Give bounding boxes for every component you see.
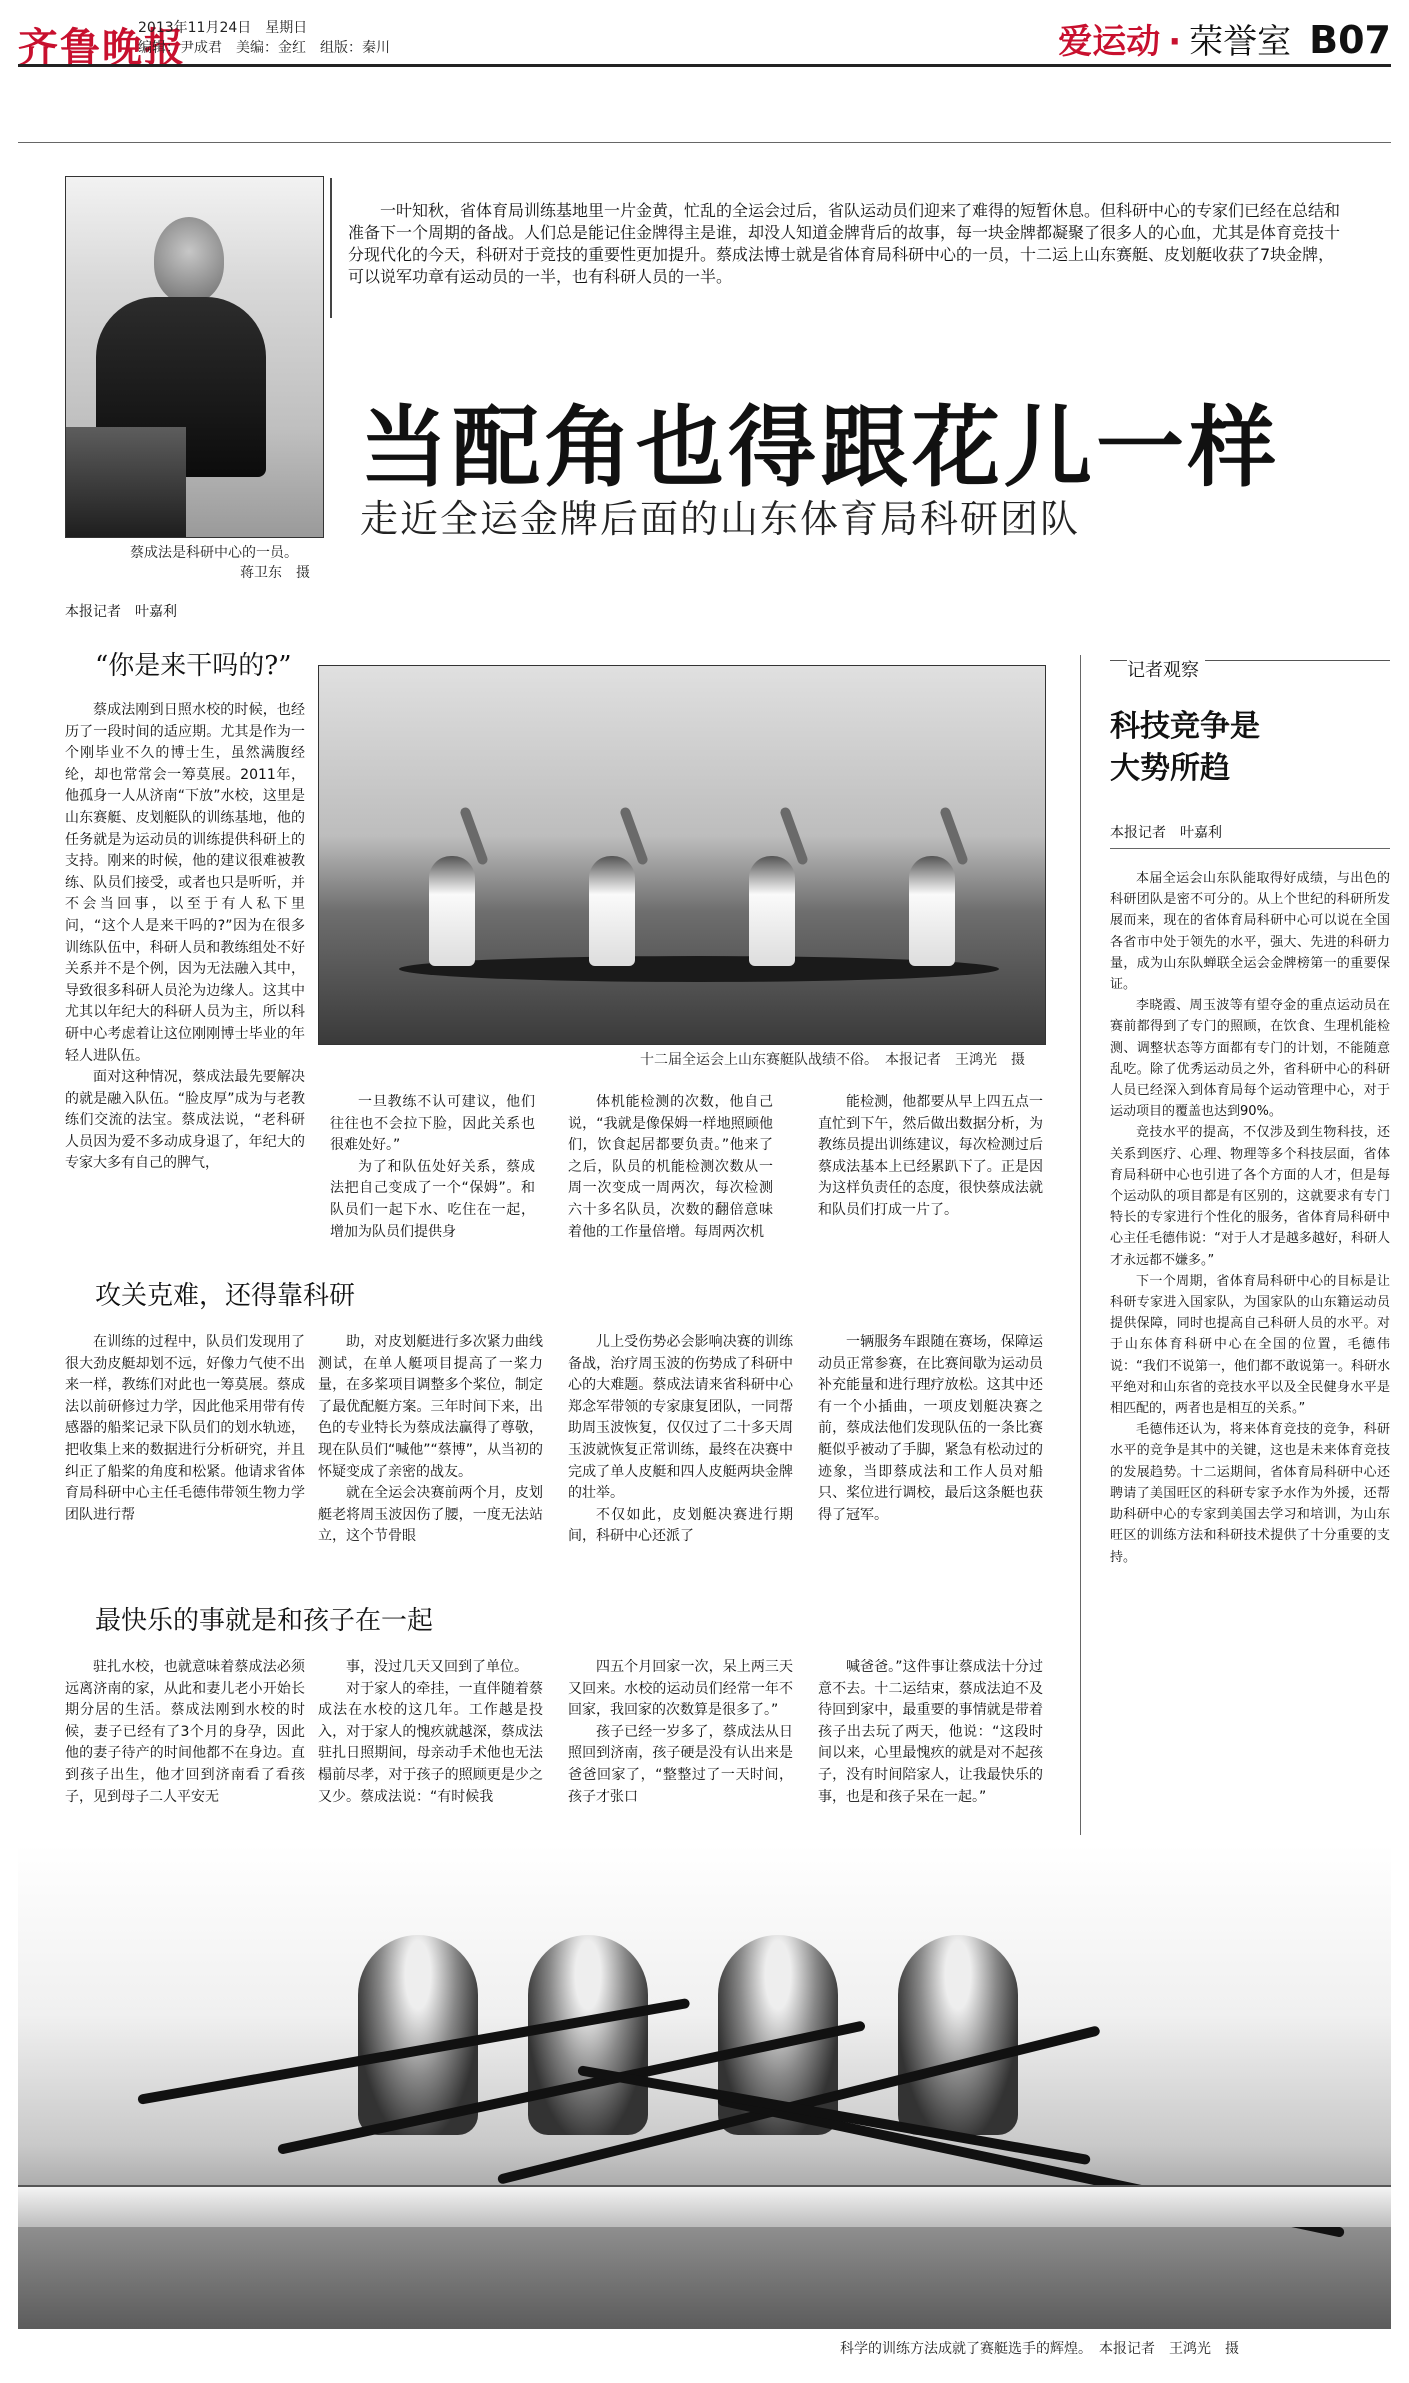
- rower-shape: [589, 856, 635, 966]
- section1-col4: [818, 1092, 1043, 1292]
- paragraph: 驻扎水校，也就意味着蔡成法必须远离济南的家，从此和妻儿老小开始长期分居的生活。蔡成法刚到水校的时候，妻子已经有了3个月的身孕，因此他的妻子待产的时间他都不在身边。直到孩子出生，他才回到济南看了看孩子，见到母子二人平安无: [65, 1659, 305, 1805]
- section-dot: ·: [1168, 22, 1182, 62]
- paragraph: 孩子已经一岁多了，蔡成法从日照回到济南，孩子硬是没有认出来是爸爸回家了，“整整过了一天时间，孩子才张口: [568, 1723, 793, 1805]
- editor-credits: 编辑：尹成君 美编：金红 组版：秦川: [138, 40, 390, 56]
- sidebar-byline: 本报记者 叶嘉利: [1110, 825, 1222, 841]
- rower-shape: [429, 856, 475, 966]
- paragraph: 儿上受伤势必会影响决赛的训练备战，治疗周玉波的伤势成了科研中心的大难题。蔡成法请来省科研中心郑念军带领的专家康复团队，一同帮助周玉波恢复，仅仅过了二十多天周玉波就恢复正常训练，最终在决赛中完成了单人皮艇和四人皮艇两块金牌的壮举。: [568, 1334, 793, 1502]
- rower-shape: [898, 1935, 1018, 2135]
- byline: 本报记者 叶嘉利: [65, 604, 177, 620]
- podium-shape: [66, 427, 186, 537]
- person-head-shape: [154, 217, 224, 303]
- paragraph: 本届全运会山东队能取得好成绩，与出色的科研团队是密不可分的。从上个世纪的科研所发展而来，现在的省体育局科研中心可以说在全国各省市中处于领先的水平，强大、先进的科研力量，成为山东队蝉联全运会金牌榜第一的重要保证。: [1110, 871, 1390, 993]
- rower-shape: [749, 856, 795, 966]
- top-divider: [18, 142, 1391, 143]
- paragraph: 蔡成法刚到日照水校的时候，也经历了一段时间的适应期。尤其是作为一个刚毕业不久的博士生，虽然满腹经纶，却也常常会一筹莫展。2011年，他孤身一人从济南“下放”水校，这里是山东赛艇、皮划艇队的训练基地，他的任务就是为运动员的训练提供科研上的支持。刚来的时候，他的建议很难被教练、队员们接受，或者也只是听听，并不会当回事，以至于有人私下里问，“这个人是来干吗的?”因为在很多训练队伍中，科研人员和教练组处不好关系并不是个例，因为无法融入其中，导致很多科研人员沦为边缘人。这其中尤其以年纪大的科研人员为主，所以科研中心考虑着让这位刚刚博士毕业的年轻人进队伍。: [65, 702, 305, 1064]
- paragraph: 一旦教练不认可建议，他们往往也不会拉下脸，因此关系也很难处好。”: [330, 1094, 535, 1154]
- portrait-caption-line2: 蒋卫东 摄: [240, 565, 310, 581]
- raised-arm-shape: [459, 806, 489, 866]
- intro-paragraph: 一叶知秋，省体育局训练基地里一片金黄，忙乱的全运会过后，省队运动员们迎来了难得的短暂休息。但科研中心的专家们已经在总结和准备下一个周期的备战。人们总是能记住金牌得主是谁，却没人知道金牌背后的故事，每一块金牌都凝聚了很多人的心血，尤其是体育竞技十分现代化的今天，科研对于竞技的重要性更加提升。蔡成法博士就是省体育局科研中心的一员，十二运上山东赛艇、皮划艇收获了7块金牌，可以说军功章有运动员的一半，也有科研人员的一半。: [348, 201, 1341, 286]
- section1-title: “你是来干吗的?”: [95, 651, 292, 681]
- paragraph: 面对这种情况，蔡成法最先要解决的就是融入队伍。“脸皮厚”成为与老教练们交流的法宝。蔡成法说，“老科研人员因为爱不多动成身退了，年纪大的专家大多有自己的脾气，: [65, 1069, 305, 1172]
- section-header: [1058, 14, 1391, 63]
- rowing-team-photo: [318, 665, 1046, 1045]
- paragraph: 在训练的过程中，队员们发现用了很大劲皮艇却划不远，好像力气使不出来一样，教练们对此也一筹莫展。蔡成法以前研修过力学，因此他采用带有传感器的船桨记录下队员们的划水轨迹，把收集上来的数据进行分析研究，并且纠正了船桨的角度和松紧。他请求省体育局科研中心主任毛德伟带领生物力学团队进行帮: [65, 1334, 305, 1523]
- rowing-crew-photo: [18, 1845, 1391, 2329]
- header-rule: [18, 64, 1391, 67]
- portrait-caption: [130, 543, 310, 583]
- sidebar-divider: [1080, 655, 1081, 1835]
- page-number: B07: [1309, 18, 1391, 62]
- headline: 当配角也得跟花儿一样: [360, 396, 1281, 499]
- crew-photo-caption: 科学的训练方法成就了赛艇选手的辉煌。 本报记者 王鸿光 摄: [840, 2341, 1239, 2357]
- paragraph: 事，没过几天又回到了单位。: [346, 1659, 528, 1675]
- paragraph: 就在全运会决赛前两个月，皮划艇老将周玉波因伤了腰，一度无法站立，这个节骨眼: [318, 1485, 543, 1545]
- portrait-caption-line1: 蔡成法是科研中心的一员。: [130, 545, 298, 561]
- section3-col1: [65, 1657, 305, 1837]
- section2-col4: [818, 1332, 1043, 1594]
- section3-col3: [568, 1657, 793, 1837]
- sidebar-title-line2: 大势所趋: [1110, 751, 1230, 786]
- sidebar-byline-rule: [1110, 848, 1390, 849]
- rower-shape: [909, 856, 955, 966]
- section3-col2: [318, 1657, 543, 1837]
- issue-date: 2013年11月24日 星期日: [138, 20, 308, 36]
- subheadline: 走近全运金牌后面的山东体育局科研团队: [360, 497, 1081, 541]
- section2-col3: [568, 1332, 793, 1594]
- paragraph: 为了和队伍处好关系，蔡成法把自己变成了一个“保姆”。和队员们一起下水、吃住在一起，增加为队员们提供身: [330, 1158, 535, 1240]
- paragraph: 不仅如此，皮划艇决赛进行期间，科研中心还派了: [568, 1506, 793, 1545]
- sidebar-body: [1110, 868, 1390, 1838]
- section2-col1: [65, 1332, 305, 1594]
- paragraph: 四五个月回家一次，呆上两三天又回来。水校的运动员们经常一年不回家，我回家的次数算是很多了。”: [568, 1659, 793, 1719]
- boat-shape: [18, 2185, 1391, 2227]
- section2-col2: [318, 1332, 543, 1594]
- section1-col2: [330, 1092, 535, 1292]
- paragraph: 对于家人的牵挂，一直伴随着蔡成法在水校的这几年。工作越是投入，对于家人的愧疚就越深，蔡成法驻扎日照期间，母亲动手术他也无法榻前尽孝，对于孩子的照顾更是少之又少。蔡成法说：“有时候我: [318, 1680, 543, 1805]
- paragraph: 李晓霞、周玉波等有望夺金的重点运动员在赛前都得到了专门的照顾，在饮食、生理机能检测、调整状态等方面都有专门的计划，不能随意乱吃。除了优秀运动员之外，省科研中心的科研人员已经深入到体育局每个运动管理中心，对于运动项目的覆盖也达到90%。: [1110, 998, 1390, 1120]
- section1-col1: [65, 700, 305, 1310]
- section3-title: 最快乐的事就是和孩子在一起: [95, 1606, 434, 1636]
- rowing-photo-caption: 十二届全运会上山东赛艇队战绩不俗。 本报记者 王鸿光 摄: [640, 1052, 1025, 1068]
- rower-shape: [528, 1935, 648, 2135]
- raised-arm-shape: [939, 806, 969, 866]
- paragraph: 能检测，他都要从早上四五点一直忙到下午，然后做出数据分析，为教练员提出训练建议，每次检测过后蔡成法基本上已经累趴下了。正是因为这样负责任的态度，很快蔡成法就和队员们打成一片了。: [818, 1094, 1043, 1218]
- raised-arm-shape: [619, 806, 649, 866]
- sidebar-label: 记者观察: [1127, 656, 1205, 682]
- section2-title: 攻关克难，还得靠科研: [95, 1281, 356, 1311]
- paragraph: 助，对皮划艇进行多次紧力曲线测试，在单人艇项目提高了一桨力量，在多桨项目调整多个桨位，制定了最优配艇方案。三年时间下来，出色的专业特长为蔡成法赢得了尊敬，现在队员们“喊他”“蔡博”，从当初的怀疑变成了亲密的战友。: [318, 1334, 543, 1480]
- sidebar-title-line1: 科技竞争是: [1110, 709, 1260, 744]
- section1-col3: [568, 1092, 773, 1292]
- paragraph: 下一个周期，省体育局科研中心的目标是让科研专家进入国家队，为国家队的山东籍运动员提供保障，同时也提高自己科研人员的水平。对于山东体育科研中心在全国的位置，毛德伟说：“我们不说第一，他们都不敢说第一。科研水平绝对和山东省的竞技水平以及全民健身水平是相匹配的，两者也是相互的关系。”: [1110, 1273, 1390, 1417]
- section3-col4: [818, 1657, 1043, 1837]
- section-name-dark: 荣誉室: [1189, 22, 1292, 62]
- newspaper-logo: 齐鲁晚报: [18, 24, 186, 71]
- raised-arm-shape: [779, 806, 809, 866]
- paragraph: 喊爸爸。”这件事让蔡成法十分过意不去。十二运结束，蔡成法迫不及待回到家中，最重要的事情就是带着孩子出去玩了两天，他说：“这段时间以来，心里最愧疚的就是对不起孩子，没有时间陪家人，让我最快乐的事，也是和孩子呆在一起。”: [818, 1659, 1043, 1805]
- portrait-photo: [65, 176, 324, 538]
- sidebar-title: [1110, 706, 1390, 790]
- paragraph: 竞技水平的提高，不仅涉及到生物科技，还关系到医疗、心理、物理等多个科技层面，省体育局科研中心也引进了各个方面的人才，但是每个运动队的项目都是有区别的，这就要求有专门特长的专家进行个性化的服务，省体育局科研中心主任毛德伟说：“对于人才是越多越好，科研人才永远都不嫌多。”: [1110, 1125, 1390, 1268]
- issue-meta: [138, 18, 390, 58]
- paragraph: 体机能检测的次数，他自己说，“我就是像保姆一样地照顾他们，饮食起居都要负责。”他来了之后，队员的机能检测次数从一周一次变成一周两次，每次检测六十多名队员，次数的翻倍意味着他的工作量倍增。每周两次机: [568, 1094, 773, 1240]
- section-name-red: 爱运动: [1058, 22, 1161, 62]
- paragraph: 一辆服务车跟随在赛场，保障运动员正常参赛，在比赛间歇为运动员补充能量和进行理疗放松。这其中还有一个小插曲，一项皮划艇决赛之前，蔡成法他们发现队伍的一条比赛艇似乎被动了手脚，紧急有松动过的迹象，当即蔡成法和工作人员对船只、桨位进行调校，最后这条艇也获得了冠军。: [818, 1334, 1043, 1523]
- paragraph: 毛德伟还认为，将来体育竞技的竞争，科研水平的竞争是其中的关键，这也是未来体育竞技的发展趋势。十二运期间，省体育局科研中心还聘请了美国旺区的科研专家予水作为外援，还帮助科研中心的专家到美国去学习和培训，为山东旺区的训练方法和科研技术提供了十分重要的支持。: [1110, 1422, 1390, 1565]
